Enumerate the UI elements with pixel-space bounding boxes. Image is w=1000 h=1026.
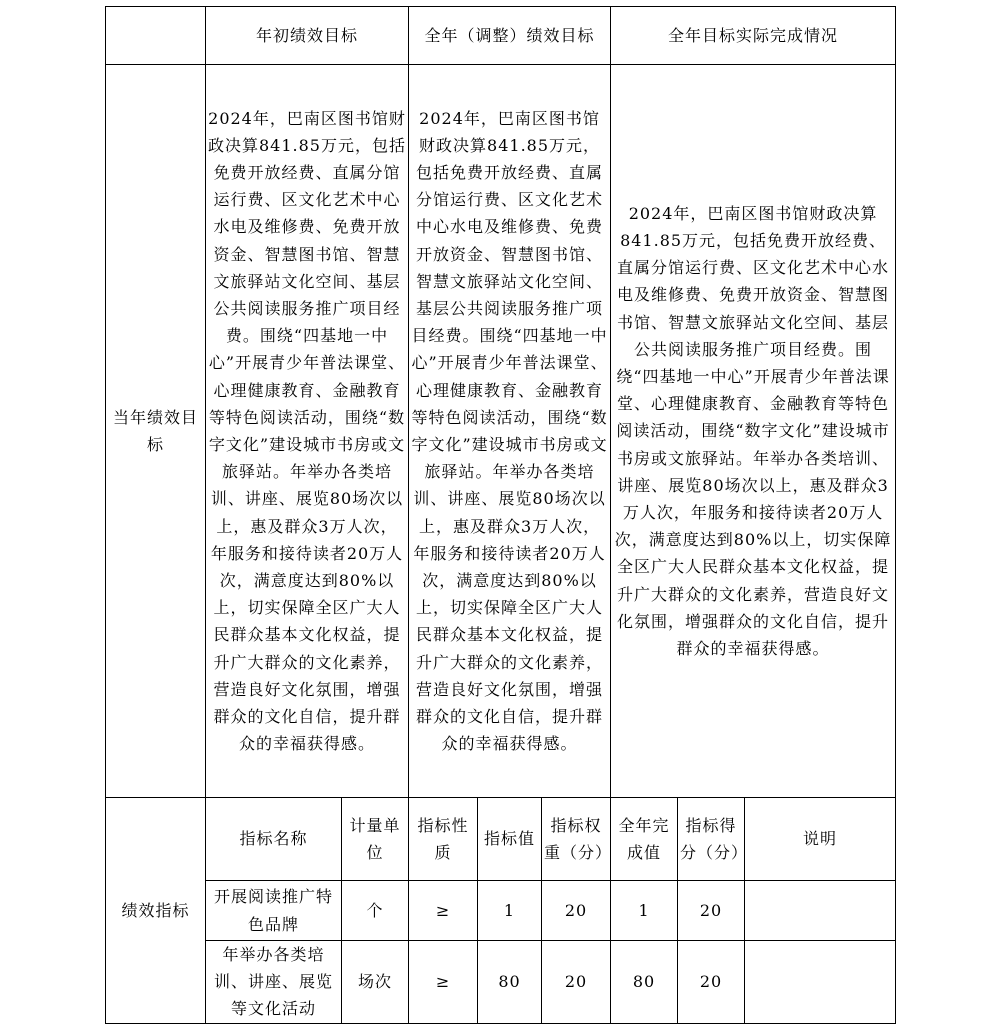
indicator-header-row <box>106 798 896 881</box>
indicator-label: 绩效指标 <box>106 798 206 1024</box>
col-score: 指标得分（分） <box>678 798 745 881</box>
initial-goal-header: 年初绩效目标 <box>206 7 409 65</box>
score-cell: 20 <box>678 941 745 1024</box>
blank-corner-cell <box>106 7 206 65</box>
col-nature: 指标性质 <box>409 798 478 881</box>
col-indicator-name: 指标名称 <box>206 798 342 881</box>
initial-goal-text: 2024年，巴南区图书馆财政决算841.85万元，包括免费开放经费、直属分馆运行费、区文化艺术中心水电及维修费、免费开放资金、智慧图书馆、智慧文旅驿站文化空间、基层公共阅读服务推广项目经费。围绕“四基地一中心”开展青少年普法课堂、心理健康教育、金融教育等特色阅读活动，围绕“数字文化”建设城市书房或文旅驿站。年举办各类培训、讲座、展览80场次以上，惠及群众3万人次，年服务和接待读者20万人次，满意度达到80%以上，切实保障全区广大人民群众基本文化权益，提升广大群众的文化素养，营造良好文化氛围，增强群众的文化自信，提升群众的幸福获得感。 <box>206 65 409 798</box>
indicator-name-cell: 开展阅读推广特色品牌 <box>206 881 342 941</box>
actual-completion-header: 全年目标实际完成情况 <box>611 7 896 65</box>
indicator-name-cell: 年举办各类培训、讲座、展览等文化活动 <box>206 941 342 1024</box>
table-row <box>106 941 896 1024</box>
annual-goal-label: 当年绩效目标 <box>106 65 206 798</box>
col-value: 指标值 <box>478 798 542 881</box>
goal-header-row <box>106 7 896 65</box>
col-note: 说明 <box>745 798 896 881</box>
completed-cell: 1 <box>611 881 678 941</box>
note-cell <box>745 881 896 941</box>
nature-cell: ≥ <box>409 881 478 941</box>
nature-cell: ≥ <box>409 941 478 1024</box>
value-cell: 1 <box>478 881 542 941</box>
note-cell <box>745 941 896 1024</box>
weight-cell: 20 <box>542 941 611 1024</box>
table-row <box>106 881 896 941</box>
value-cell: 80 <box>478 941 542 1024</box>
col-unit: 计量单位 <box>342 798 409 881</box>
adjusted-goal-text: 2024年，巴南区图书馆财政决算841.85万元，包括免费开放经费、直属分馆运行费、区文化艺术中心水电及维修费、免费开放资金、智慧图书馆、智慧文旅驿站文化空间、基层公共阅读服务推广项目经费。围绕“四基地一中心”开展青少年普法课堂、心理健康教育、金融教育等特色阅读活动，围绕“数字文化”建设城市书房或文旅驿站。年举办各类培训、讲座、展览80场次以上，惠及群众3万人次，年服务和接待读者20万人次，满意度达到80%以上，切实保障全区广大人民群众基本文化权益，提升广大群众的文化素养，营造良好文化氛围，增强群众的文化自信，提升群众的幸福获得感。 <box>409 65 611 798</box>
performance-table <box>105 6 896 1024</box>
completed-cell: 80 <box>611 941 678 1024</box>
col-weight: 指标权重（分） <box>542 798 611 881</box>
unit-cell: 个 <box>342 881 409 941</box>
score-cell: 20 <box>678 881 745 941</box>
col-completed: 全年完成值 <box>611 798 678 881</box>
adjusted-goal-header: 全年（调整）绩效目标 <box>409 7 611 65</box>
actual-completion-text: 2024年，巴南区图书馆财政决算841.85万元，包括免费开放经费、直属分馆运行费、区文化艺术中心水电及维修费、免费开放资金、智慧图书馆、智慧文旅驿站文化空间、基层公共阅读服务推广项目经费。围绕“四基地一中心”开展青少年普法课堂、心理健康教育、金融教育等特色阅读活动，围绕“数字文化”建设城市书房或文旅驿站。年举办各类培训、讲座、展览80场次以上，惠及群众3万人次，年服务和接待读者20万人次，满意度达到80%以上，切实保障全区广大人民群众基本文化权益，提升广大群众的文化素养，营造良好文化氛围，增强群众的文化自信，提升群众的幸福获得感。 <box>611 65 896 798</box>
weight-cell: 20 <box>542 881 611 941</box>
unit-cell: 场次 <box>342 941 409 1024</box>
annual-goal-row <box>106 65 896 798</box>
